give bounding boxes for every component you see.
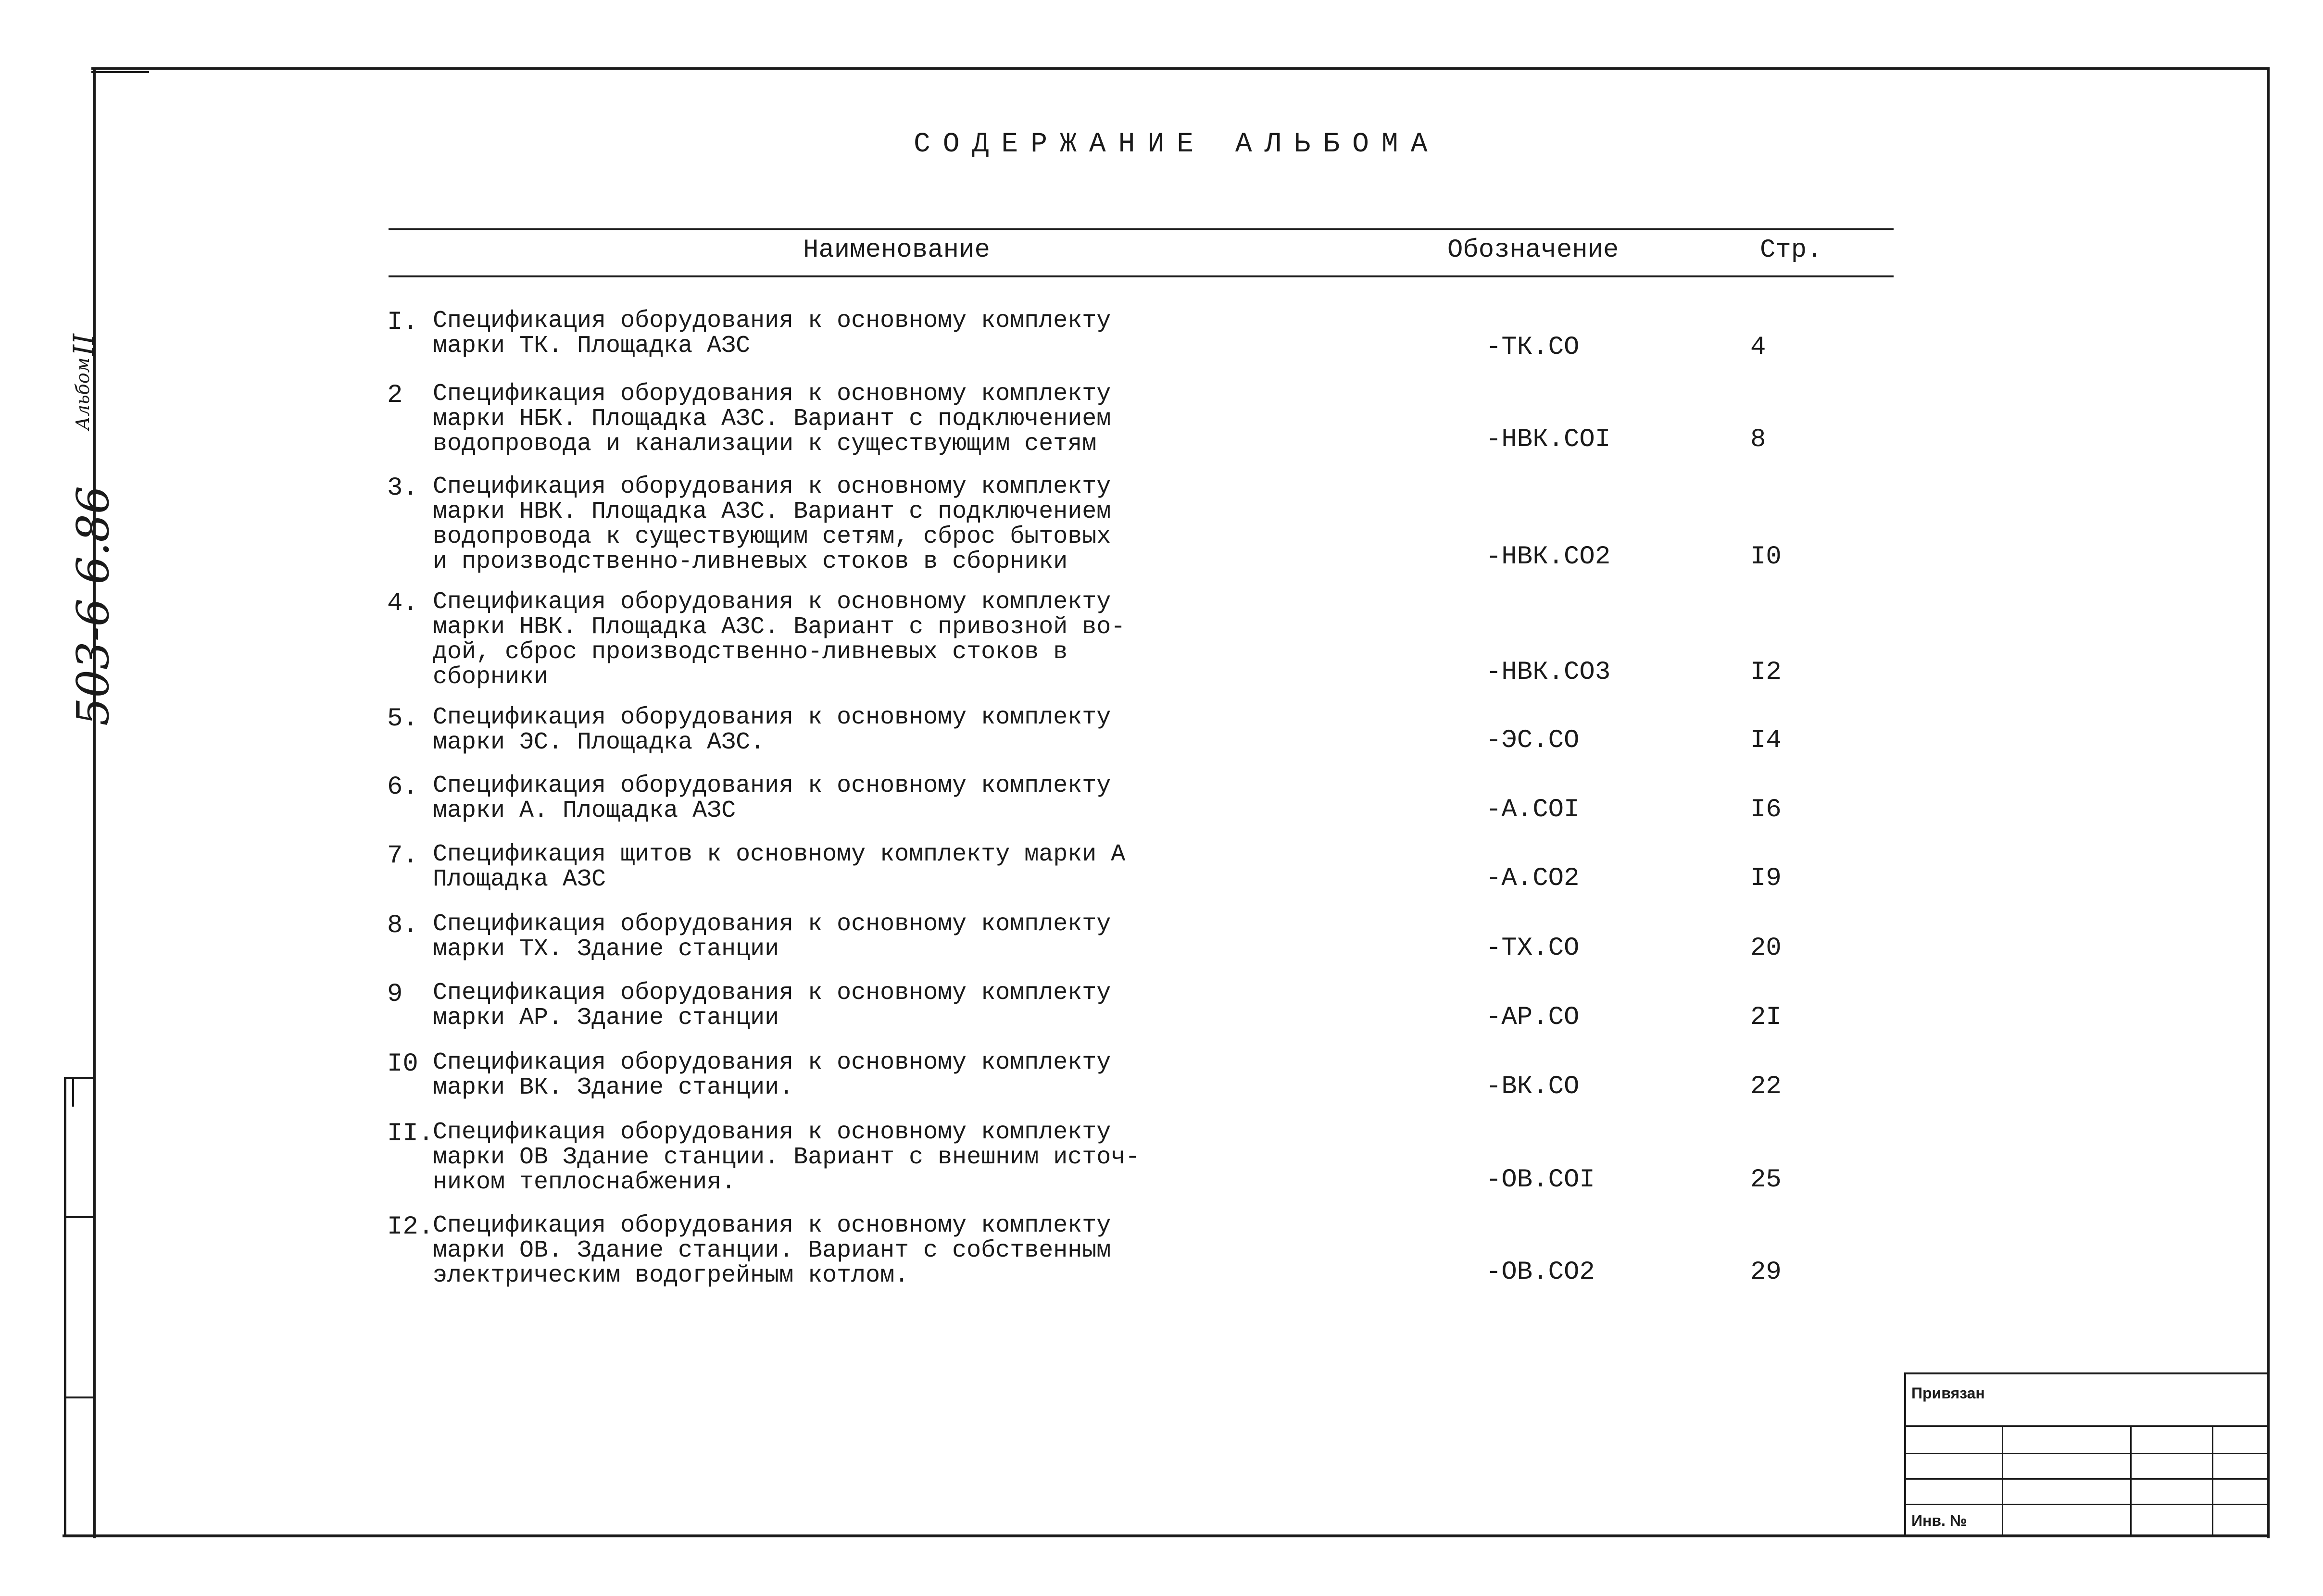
row-10-number: I0 bbox=[387, 1049, 418, 1079]
row-9-line-2: марки АР. Здание станции bbox=[433, 1004, 779, 1032]
row-1-name bbox=[433, 309, 1226, 359]
row-11-line-1: Спецификация оборудования к основному комплекту bbox=[433, 1119, 1111, 1146]
stamp-attached-label: Привязан bbox=[1911, 1384, 1985, 1402]
row-12-line-2: марки ОВ. Здание станции. Вариант с собственным bbox=[433, 1237, 1111, 1264]
row-10-code: -ВК.СО bbox=[1486, 1072, 1580, 1101]
row-5-line-2: марки ЭС. Площадка АЗС. bbox=[433, 729, 765, 756]
row-9-number: 9 bbox=[387, 980, 403, 1009]
row-3-code: -НВК.СО2 bbox=[1486, 542, 1611, 572]
row-2-line-3: водопровода и канализации к существующим сетям bbox=[433, 430, 1097, 458]
margin-strip-tick-1 bbox=[64, 1077, 95, 1079]
row-1-page: 4 bbox=[1750, 333, 1766, 362]
frame-top-left-stub bbox=[91, 71, 149, 73]
table-header-top-line bbox=[389, 228, 1894, 230]
row-6-number: 6. bbox=[387, 773, 418, 802]
row-3-line-1: Спецификация оборудования к основному комплекту bbox=[433, 473, 1111, 500]
stamp-row-1 bbox=[1904, 1425, 2270, 1427]
row-5-code: -ЭС.СО bbox=[1486, 726, 1580, 755]
row-7-page: I9 bbox=[1750, 864, 1782, 893]
row-9-code: -АР.СО bbox=[1486, 1003, 1580, 1032]
frame-left bbox=[93, 67, 96, 1538]
stamp-row-4 bbox=[1904, 1504, 2270, 1505]
row-6-page: I6 bbox=[1750, 795, 1782, 824]
row-4-number: 4. bbox=[387, 589, 418, 618]
row-4-name bbox=[433, 590, 1226, 690]
row-10-name bbox=[433, 1050, 1226, 1100]
row-11-line-3: ником теплоснабжения. bbox=[433, 1169, 736, 1196]
row-5-line-1: Спецификация оборудования к основному комплекту bbox=[433, 704, 1111, 731]
row-7-line-2: Площадка АЗС bbox=[433, 866, 606, 893]
row-2-line-1: Спецификация оборудования к основному комплекту bbox=[433, 380, 1111, 408]
stamp-inv-label: Инв. № bbox=[1911, 1512, 1967, 1529]
row-3-name bbox=[433, 474, 1226, 574]
row-12-line-1: Спецификация оборудования к основному комплекту bbox=[433, 1212, 1111, 1239]
row-9-line-1: Спецификация оборудования к основному комплекту bbox=[433, 979, 1111, 1007]
row-3-line-2: марки НВК. Площадка АЗС. Вариант с подключением bbox=[433, 498, 1111, 525]
row-7-number: 7. bbox=[387, 841, 418, 871]
row-11-page: 25 bbox=[1750, 1165, 1782, 1195]
row-11-line-2: марки ОВ Здание станции. Вариант с внешним источ- bbox=[433, 1144, 1140, 1171]
frame-top bbox=[91, 67, 2270, 70]
side-album-number: II bbox=[67, 334, 100, 356]
row-12-number: I2. bbox=[387, 1212, 434, 1242]
stamp-row-3 bbox=[1904, 1478, 2270, 1480]
margin-strip-tick-3 bbox=[64, 1396, 95, 1398]
row-1-code: -ТК.СО bbox=[1486, 333, 1580, 362]
row-3-line-3: водопровода к существующим сетям, сброс бытовых bbox=[433, 523, 1111, 550]
frame-right bbox=[2267, 67, 2270, 1538]
row-4-line-2: марки НВК. Площадка АЗС. Вариант с привозной во- bbox=[433, 613, 1126, 641]
frame-bottom bbox=[63, 1534, 2270, 1537]
stamp-left bbox=[1904, 1372, 1906, 1536]
header-designation: Обозначение bbox=[1447, 236, 1619, 265]
row-8-line-1: Спецификация оборудования к основному комплекту bbox=[433, 910, 1111, 938]
row-11-code: -ОВ.СОI bbox=[1486, 1165, 1595, 1195]
header-name: Наименование bbox=[803, 236, 990, 265]
row-9-name bbox=[433, 981, 1226, 1031]
stamp-col-2 bbox=[2130, 1425, 2132, 1535]
row-4-code: -НВК.СО3 bbox=[1486, 658, 1611, 687]
row-8-code: -ТХ.СО bbox=[1486, 934, 1580, 963]
side-album-label: Альбом bbox=[72, 357, 93, 430]
row-11-number: II. bbox=[387, 1119, 434, 1148]
row-6-code: -А.СОI bbox=[1486, 795, 1580, 824]
row-1-line-2: марки ТК. Площадка АЗС bbox=[433, 332, 751, 360]
row-10-line-2: марки ВК. Здание станции. bbox=[433, 1074, 794, 1101]
stamp-top bbox=[1904, 1372, 2270, 1374]
row-7-line-1: Спецификация щитов к основному комплекту марки А bbox=[433, 841, 1126, 868]
row-4-page: I2 bbox=[1750, 658, 1782, 687]
row-4-line-3: дой, сброс производственно-ливневых стоков в bbox=[433, 638, 1068, 666]
header-page: Стр. bbox=[1760, 236, 1822, 265]
row-5-name bbox=[433, 705, 1226, 755]
row-3-page: I0 bbox=[1750, 542, 1782, 572]
row-5-page: I4 bbox=[1750, 726, 1782, 755]
row-12-page: 29 bbox=[1750, 1258, 1782, 1287]
table-header-bottom-line bbox=[389, 275, 1894, 277]
row-4-line-4: сборники bbox=[433, 663, 549, 691]
row-1-number: I. bbox=[387, 308, 418, 337]
row-10-page: 22 bbox=[1750, 1072, 1782, 1101]
row-5-number: 5. bbox=[387, 704, 418, 734]
row-12-code: -ОВ.СО2 bbox=[1486, 1258, 1595, 1287]
stamp-row-2 bbox=[1904, 1453, 2270, 1454]
row-8-name bbox=[433, 912, 1226, 962]
row-6-name bbox=[433, 773, 1226, 823]
row-6-line-2: марки А. Площадка АЗС bbox=[433, 797, 736, 824]
row-12-name bbox=[433, 1213, 1226, 1288]
row-7-name bbox=[433, 842, 1226, 892]
margin-strip-left bbox=[64, 1077, 66, 1537]
row-11-name bbox=[433, 1120, 1226, 1195]
row-6-line-1: Спецификация оборудования к основному комплекту bbox=[433, 772, 1111, 799]
row-2-page: 8 bbox=[1750, 425, 1766, 454]
margin-strip-tick-2 bbox=[64, 1216, 95, 1218]
margin-strip-mark bbox=[72, 1078, 74, 1107]
row-2-number: 2 bbox=[387, 381, 403, 410]
row-10-line-1: Спецификация оборудования к основному комплекту bbox=[433, 1049, 1111, 1076]
row-3-number: 3. bbox=[387, 474, 418, 503]
page-title: СОДЕРЖАНИЕ АЛЬБОМА bbox=[914, 129, 1440, 160]
row-9-page: 2I bbox=[1750, 1003, 1782, 1032]
row-8-number: 8. bbox=[387, 911, 418, 940]
row-7-code: -А.СО2 bbox=[1486, 864, 1580, 893]
side-project-code: 503-6 6.86 bbox=[67, 486, 119, 726]
stamp-col-1 bbox=[2002, 1425, 2003, 1535]
stamp-col-3 bbox=[2212, 1425, 2213, 1535]
row-8-line-2: марки ТХ. Здание станции bbox=[433, 935, 779, 963]
row-2-code: -НВК.СОI bbox=[1486, 425, 1611, 454]
row-4-line-1: Спецификация оборудования к основному комплекту bbox=[433, 588, 1111, 616]
row-2-name bbox=[433, 382, 1226, 457]
row-12-line-3: электрическим водогрейным котлом. bbox=[433, 1262, 909, 1289]
row-1-line-1: Спецификация оборудования к основному комплекту bbox=[433, 307, 1111, 335]
row-8-page: 20 bbox=[1750, 934, 1782, 963]
row-2-line-2: марки НБК. Площадка АЗС. Вариант с подключением bbox=[433, 405, 1111, 433]
row-3-line-4: и производственно-ливневых стоков в сборники bbox=[433, 548, 1068, 575]
